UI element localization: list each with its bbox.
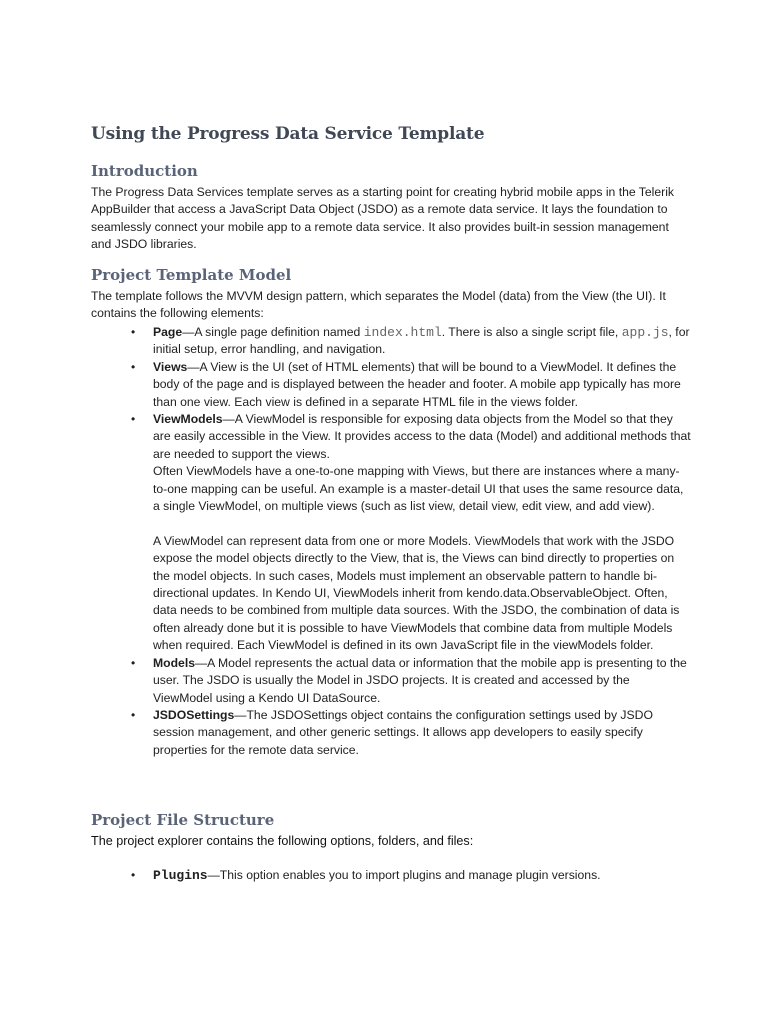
plugins-text: —This option enables you to import plugins and manage plugin versions. [207, 868, 601, 882]
list-item-plugins [131, 867, 691, 884]
page-text-after: , for initial setup, error handling, and navigation. [153, 325, 690, 357]
bullet-icon: • [131, 655, 136, 670]
bullet-icon: • [131, 707, 136, 722]
jsdosettings-text: —The JSDOSettings object contains the configuration settings used by JSDO session management, and other generic settings. It allows app developers to easily specify properties for the remote data service. [153, 707, 653, 757]
project-file-structure-heading: Project File Structure [91, 811, 275, 829]
page-title: Using the Progress Data Service Template [91, 124, 485, 144]
code-app-js: app.js [621, 325, 669, 340]
list-item-views [131, 359, 691, 411]
code-index-html: index.html [363, 325, 442, 340]
file-structure-list [131, 867, 691, 884]
term-plugins: Plugins [153, 868, 208, 883]
bullet-icon: • [131, 359, 136, 374]
models-text: —A Model represents the actual data or information that the mobile app is presenting to the user. The JSDO is usually the Model in JSDO projects. It is created and accessed by the ViewModel using a Kendo UI DataSource. [153, 655, 687, 705]
views-text: —A View is the UI (set of HTML elements) that will be bound to a ViewModel. It defines the body of the page and is displayed between the header and footer. A mobile app typically has more than one view. Each view is defined in a separate HTML file in the views folder. [153, 359, 681, 409]
term-viewmodels: ViewModels [153, 412, 223, 427]
page-text-before: —A single page definition named [182, 325, 364, 339]
page-text-middle: . There is also a single script file, [441, 325, 622, 339]
list-item-viewmodels [131, 411, 691, 655]
list-item-jsdosettings [131, 707, 691, 759]
project-template-model-paragraph: The template follows the MVVM design pattern, which separates the Model (data) from the View (the UI). It contains the following elements: [91, 289, 666, 321]
list-item-page [131, 324, 691, 359]
bullet-icon: • [131, 325, 136, 339]
term-views: Views [153, 359, 188, 374]
term-page: Page [153, 325, 183, 339]
term-jsdosettings: JSDOSettings [153, 707, 235, 722]
viewmodels-text-2: Often ViewModels have a one-to-one mapping with Views, but there are instances where a many-to-one mapping can be useful. An example is a master-detail UI that uses the same resource data, a single ViewModel, on multiple views (such as list view, detail view, edit view, and add view). [153, 464, 684, 514]
viewmodels-text: —A ViewModel is responsible for exposing data objects from the Model so that they are easily accessible in the View. It provides access to the data (Model) and additional methods that are needed to support the views. [153, 412, 691, 461]
bullet-icon: • [131, 868, 136, 882]
bullet-icon: • [131, 412, 136, 427]
project-file-structure-paragraph: The project explorer contains the following options, folders, and files: [91, 834, 474, 848]
term-models: Models [153, 655, 195, 670]
introduction-heading: Introduction [91, 162, 198, 180]
introduction-paragraph: The Progress Data Services template serves as a starting point for creating hybrid mobile apps in the Telerik AppBuilder that access a JavaScript Data Object (JSDO) as a remote data service. It lays the foundation to seamlessly connect your mobile app to a remote data service. It also provides built-in session management and JSDO libraries. [91, 185, 675, 252]
template-elements-list [131, 324, 691, 759]
list-item-models [131, 655, 691, 707]
viewmodels-text-3: A ViewModel can represent data from one or more Models. ViewModels that work with the JSDO expose the model objects directly to the View, that is, the Views can bind directly to properties on the model objects. In such cases, Models must implement an observable pattern to handle bi-directional updates. In Kendo UI, ViewModels inherit from kendo.data.ObservableObject. Often, data needs to be combined from multiple data sources. With the JSDO, the combination of data is often already done but it is possible to have ViewModels that combine data from multiple Models when required. Each ViewModel is defined in its own JavaScript file in the viewModels folder. [153, 533, 680, 653]
project-template-model-heading: Project Template Model [91, 266, 292, 284]
